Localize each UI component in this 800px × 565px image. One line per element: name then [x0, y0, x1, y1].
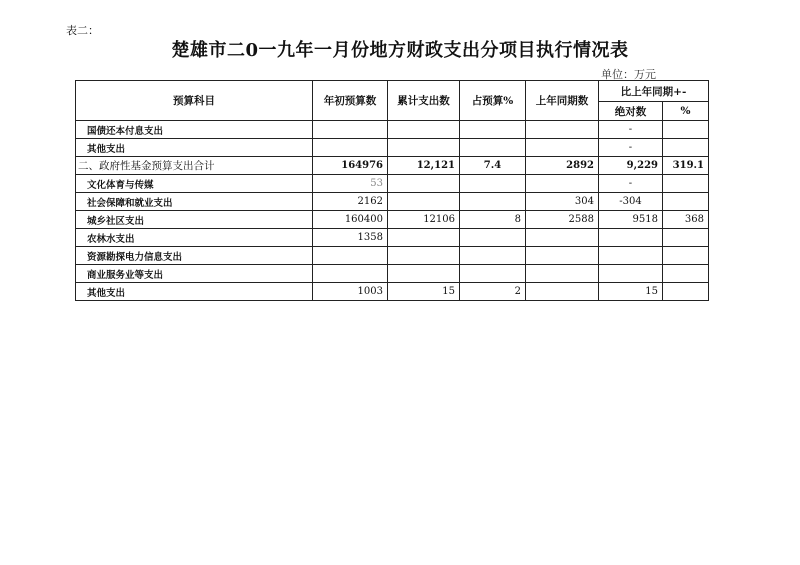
row-last-year: 304	[526, 193, 599, 211]
row-cumulative: 12,121	[388, 157, 460, 175]
row-cumulative	[388, 175, 460, 193]
row-last-year	[526, 139, 599, 157]
row-absolute	[599, 247, 663, 265]
row-percent	[663, 121, 709, 139]
row-name: 其他支出	[76, 139, 313, 157]
row-absolute: -	[599, 121, 663, 139]
row-last-year	[526, 283, 599, 301]
row-absolute: -	[599, 139, 663, 157]
row-absolute: -	[599, 175, 663, 193]
table-row	[76, 211, 709, 229]
row-name: 城乡社区支出	[76, 211, 313, 229]
table-label: 表二：	[66, 24, 99, 37]
row-ratio: 8	[460, 211, 526, 229]
row-percent	[663, 175, 709, 193]
row-cumulative	[388, 229, 460, 247]
table-row	[76, 265, 709, 283]
row-percent	[663, 283, 709, 301]
row-cumulative: 15	[388, 283, 460, 301]
row-last-year: 2892	[526, 157, 599, 175]
header-percent: %	[663, 102, 709, 121]
row-ratio	[460, 121, 526, 139]
row-budget: 1358	[313, 229, 388, 247]
page-title: 楚雄市二0一九年一月份地方财政支出分项目执行情况表	[171, 40, 629, 61]
table-row	[76, 121, 709, 139]
row-name: 文化体育与传媒	[76, 175, 313, 193]
row-last-year	[526, 229, 599, 247]
row-budget: 53	[313, 175, 388, 193]
table-row	[76, 229, 709, 247]
row-absolute: 15	[599, 283, 663, 301]
row-ratio: 7.4	[460, 157, 526, 175]
header-budget: 年初预算数	[313, 81, 388, 121]
row-absolute	[599, 229, 663, 247]
expenditure-table	[75, 80, 709, 301]
row-cumulative	[388, 247, 460, 265]
row-ratio	[460, 247, 526, 265]
row-percent: 319.1	[663, 157, 709, 175]
table-row	[76, 139, 709, 157]
row-budget: 1003	[313, 283, 388, 301]
row-ratio	[460, 193, 526, 211]
row-percent	[663, 193, 709, 211]
row-cumulative	[388, 193, 460, 211]
header-cumulative: 累计支出数	[388, 81, 460, 121]
table-row	[76, 247, 709, 265]
row-ratio	[460, 265, 526, 283]
row-last-year: 2588	[526, 211, 599, 229]
row-name: 商业服务业等支出	[76, 265, 313, 283]
header-absolute: 绝对数	[599, 102, 663, 121]
row-name: 国债还本付息支出	[76, 121, 313, 139]
row-absolute: -304	[599, 193, 663, 211]
row-name: 资源勘探电力信息支出	[76, 247, 313, 265]
row-budget	[313, 265, 388, 283]
row-absolute: 9,229	[599, 157, 663, 175]
row-last-year	[526, 265, 599, 283]
row-ratio	[460, 175, 526, 193]
table-row	[76, 175, 709, 193]
header-last-year: 上年同期数	[526, 81, 599, 121]
header-ratio: 占预算%	[460, 81, 526, 121]
row-name: 二、政府性基金预算支出合计	[76, 157, 313, 175]
row-ratio: 2	[460, 283, 526, 301]
table-row-total	[76, 157, 709, 175]
table-row	[76, 193, 709, 211]
row-cumulative	[388, 139, 460, 157]
table-header-row	[76, 81, 709, 102]
header-subject: 预算科目	[76, 81, 313, 121]
row-last-year	[526, 247, 599, 265]
row-budget	[313, 247, 388, 265]
row-percent: 368	[663, 211, 709, 229]
row-cumulative	[388, 265, 460, 283]
row-budget	[313, 121, 388, 139]
row-budget: 2162	[313, 193, 388, 211]
row-absolute	[599, 265, 663, 283]
row-last-year	[526, 175, 599, 193]
row-last-year	[526, 121, 599, 139]
row-percent	[663, 247, 709, 265]
row-ratio	[460, 139, 526, 157]
row-name: 农林水支出	[76, 229, 313, 247]
header-compare-group: 比上年同期+-	[599, 81, 709, 102]
row-name: 其他支出	[76, 283, 313, 301]
row-cumulative	[388, 121, 460, 139]
row-cumulative: 12106	[388, 211, 460, 229]
row-name: 社会保障和就业支出	[76, 193, 313, 211]
row-budget: 160400	[313, 211, 388, 229]
row-absolute: 9518	[599, 211, 663, 229]
row-percent	[663, 265, 709, 283]
row-budget: 164976	[313, 157, 388, 175]
row-budget	[313, 139, 388, 157]
table-row	[76, 283, 709, 301]
unit-label: 单位：万元	[601, 68, 656, 81]
row-percent	[663, 139, 709, 157]
row-ratio	[460, 229, 526, 247]
row-percent	[663, 229, 709, 247]
